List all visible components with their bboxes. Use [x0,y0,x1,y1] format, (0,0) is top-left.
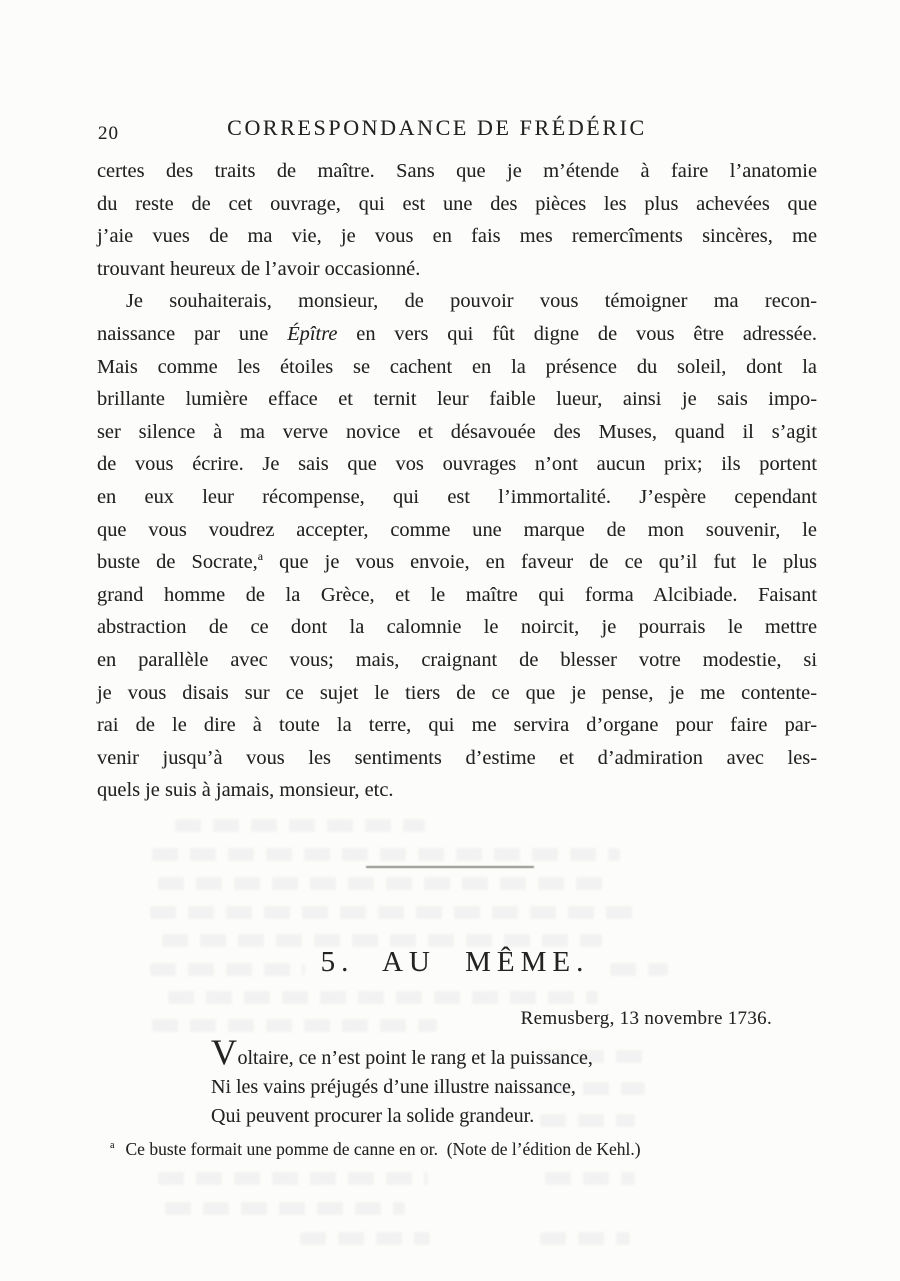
running-title: CORRESPONDANCE DE FRÉDÉRIC [227,115,647,140]
showthrough-smudge [152,1019,437,1032]
body-line: du reste de cet ouvrage, qui est une des pièces les plus achevées que [97,192,817,215]
showthrough-smudge [545,1172,635,1185]
showthrough-smudge [158,877,613,890]
drop-cap-initial: V [211,1032,238,1072]
body-line: certes des traits de maître. Sans que je m’étende à faire l’anatomie [97,160,817,182]
showthrough-smudge [168,991,598,1004]
body-line: ser silence à ma verve novice et désavouée des Muses, quand il s’agit [97,420,817,443]
body-line: Je souhaiterais, monsieur, de pouvoir vous témoigner ma recon- [126,290,817,313]
body-line: brillante lumière efface et ternit leur faible lueur, ainsi je sais impo- [97,388,817,411]
body-line: en parallèle avec vous; mais, craignant de blesser votre modestie, si [97,648,817,671]
section-heading: 5. AU MÊME. [320,946,590,978]
showthrough-smudge [150,906,638,919]
footnote [110,1139,770,1160]
body-line: grand homme de la Grèce, et le maître qui forma Alcibiade. Faisant [97,583,817,606]
showthrough-smudge [300,1232,430,1245]
showthrough-smudge [175,819,425,832]
paragraph-2 [97,285,817,807]
letter-body [97,155,817,807]
body-line: que vous voudrez accepter, comme une marque de mon souvenir, le [97,518,817,541]
verse-lines-rest [211,1073,593,1131]
footnote-text: Ce buste formait une pomme de canne en or. (Note de l’édition de Kehl.) [125,1139,641,1159]
body-line: en eux leur récompense, qui est l’immortalité. J’espère cependant [97,485,817,508]
verse-line: Qui peuvent procurer la solide grandeur. [211,1105,535,1127]
dateline: Remusberg, 13 novembre 1736. [520,1008,772,1029]
body-line: buste de Socrate,$^a$ que je vous envoie, en faveur de ce qu’il fut le plus [97,549,817,574]
body-line: j’aie vues de ma vie, je vous en fais mes remercîments sincères, me [97,225,817,248]
showthrough-smudge [158,1172,428,1185]
verse-line [211,1032,593,1073]
section-divider-rule [366,866,534,868]
body-line: naissance par une Épître en vers qui fût digne de vous être adressée. [97,322,817,345]
body-line: abstraction de ce dont la calomnie le noircit, je pourrais le mettre [97,616,817,639]
body-line: Mais comme les étoiles se cachent en la présence du soleil, dont la [97,355,817,378]
body-line: quels je suis à jamais, monsieur, etc. [97,779,394,802]
showthrough-smudge [165,1202,405,1215]
paragraph-1 [97,155,817,285]
body-line: trouvant heureux de l’avoir occasionné. [97,257,421,280]
verse-line: Ni les vains préjugés d’une illustre naissance, [211,1076,576,1098]
body-line: venir jusqu’à vous les sentiments d’estime et d’admiration avec les- [97,746,817,769]
showthrough-smudge [152,848,620,861]
footnote-marker: a [110,1140,115,1152]
body-line: de vous écrire. Je sais que vos ouvrages n’ont aucun prix; ils portent [97,453,817,476]
body-line: je vous disais sur ce sujet le tiers de ce que je pense, je me contente- [97,681,817,704]
verse-block [211,1032,593,1131]
verse-line-text: oltaire, ce n’est point le rang et la puissance, [237,1047,593,1069]
page-number: 20 [98,123,119,144]
body-line: rai de le dire à toute la terre, qui me servira d’organe pour faire par- [97,714,817,737]
showthrough-smudge [540,1232,630,1245]
